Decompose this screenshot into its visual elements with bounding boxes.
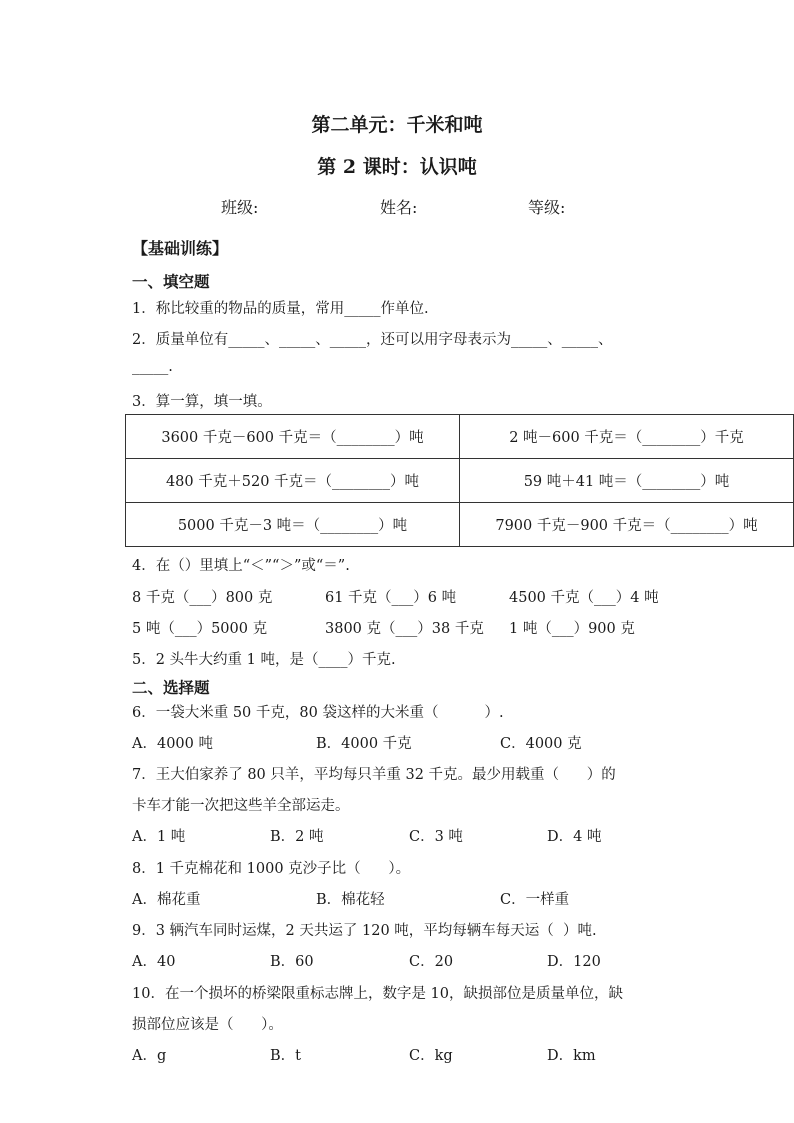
option-a: A．40: [132, 954, 176, 970]
table-cell: 480 千克＋520 千克＝（________）吨: [126, 459, 460, 503]
question-1: 1．称比较重的物品的质量，常用_____作单位.: [132, 301, 429, 317]
question-6: 6．一袋大米重 50 千克，80 袋这样的大米重（ ）.: [132, 705, 504, 721]
unit-title: 第二单元：千米和吨: [311, 114, 483, 136]
option-a: A．4000 吨: [132, 736, 213, 752]
question-8: 8．1 千克棉花和 1000 克沙子比（ ）。: [132, 861, 411, 877]
compare-item: 4500 千克（___）4 吨: [509, 590, 659, 606]
compare-item: 8 千克（___）800 克: [132, 590, 273, 606]
question-7-line-1: 7．王大伯家养了 80 只羊，平均每只羊重 32 千克。最少用载重（ ）的: [132, 767, 616, 783]
option-a: A．棉花重: [132, 892, 201, 908]
table-row: [126, 415, 794, 459]
option-b: B．60: [270, 954, 314, 970]
question-2-line-1: 2．质量单位有_____、_____、_____，还可以用字母表示为_____、_____、: [132, 332, 613, 348]
choice-section-heading: 二、选择题: [132, 678, 210, 697]
table-cell: 5000 千克－3 吨＝（________）吨: [126, 503, 460, 547]
question-7-line-2: 卡车才能一次把这些羊全部运走。: [132, 798, 350, 814]
calculation-table: [125, 414, 794, 547]
option-c: C．一样重: [500, 892, 570, 908]
option-b: B．4000 千克: [316, 736, 412, 752]
training-heading: 【基础训练】: [132, 239, 229, 258]
compare-item: 61 千克（___）6 吨: [325, 590, 457, 606]
question-9: 9．3 辆汽车同时运煤，2 天共运了 120 吨，平均每辆车每天运（ ）吨.: [132, 923, 597, 939]
table-cell: 2 吨－600 千克＝（________）千克: [460, 415, 794, 459]
option-c: C．kg: [409, 1048, 453, 1064]
compare-item: 3800 克（___）38 千克: [325, 621, 484, 637]
option-a: A．1 吨: [132, 829, 186, 845]
compare-item: 5 吨（___）5000 克: [132, 621, 268, 637]
option-c: C．4000 克: [500, 736, 582, 752]
question-4: 4．在（）里填上“＜”“＞”或“＝”.: [132, 558, 350, 574]
question-10-line-2: 损部位应该是（ ）。: [132, 1017, 283, 1033]
option-d: D．km: [547, 1048, 596, 1064]
option-d: D．120: [547, 954, 601, 970]
table-cell: 7900 千克－900 千克＝（________）吨: [460, 503, 794, 547]
table-cell: 3600 千克－600 千克＝（________）吨: [126, 415, 460, 459]
option-d: D．4 吨: [547, 829, 602, 845]
option-b: B．t: [270, 1048, 301, 1064]
table-cell: 59 吨＋41 吨＝（________）吨: [460, 459, 794, 503]
table-row: [126, 459, 794, 503]
option-b: B．2 吨: [270, 829, 324, 845]
fill-section-heading: 一、填空题: [132, 272, 210, 291]
question-3: 3．算一算，填一填。: [132, 394, 272, 410]
option-c: C．20: [409, 954, 454, 970]
question-2-line-2: _____.: [132, 359, 173, 375]
option-b: B．棉花轻: [316, 892, 385, 908]
grade-label: 等级:: [528, 198, 566, 217]
table-row: [126, 503, 794, 547]
question-5: 5．2 头牛大约重 1 吨，是（____）千克.: [132, 652, 396, 668]
question-10-line-1: 10．在一个损坏的桥梁限重标志牌上，数字是 10，缺损部位是质量单位，缺: [132, 986, 624, 1002]
compare-item: 1 吨（___）900 克: [509, 621, 635, 637]
name-label: 姓名:: [380, 198, 418, 217]
option-c: C．3 吨: [409, 829, 463, 845]
option-a: A．g: [132, 1048, 167, 1064]
class-label: 班级:: [221, 198, 259, 217]
lesson-title: 第 2 课时：认识吨: [317, 156, 477, 178]
